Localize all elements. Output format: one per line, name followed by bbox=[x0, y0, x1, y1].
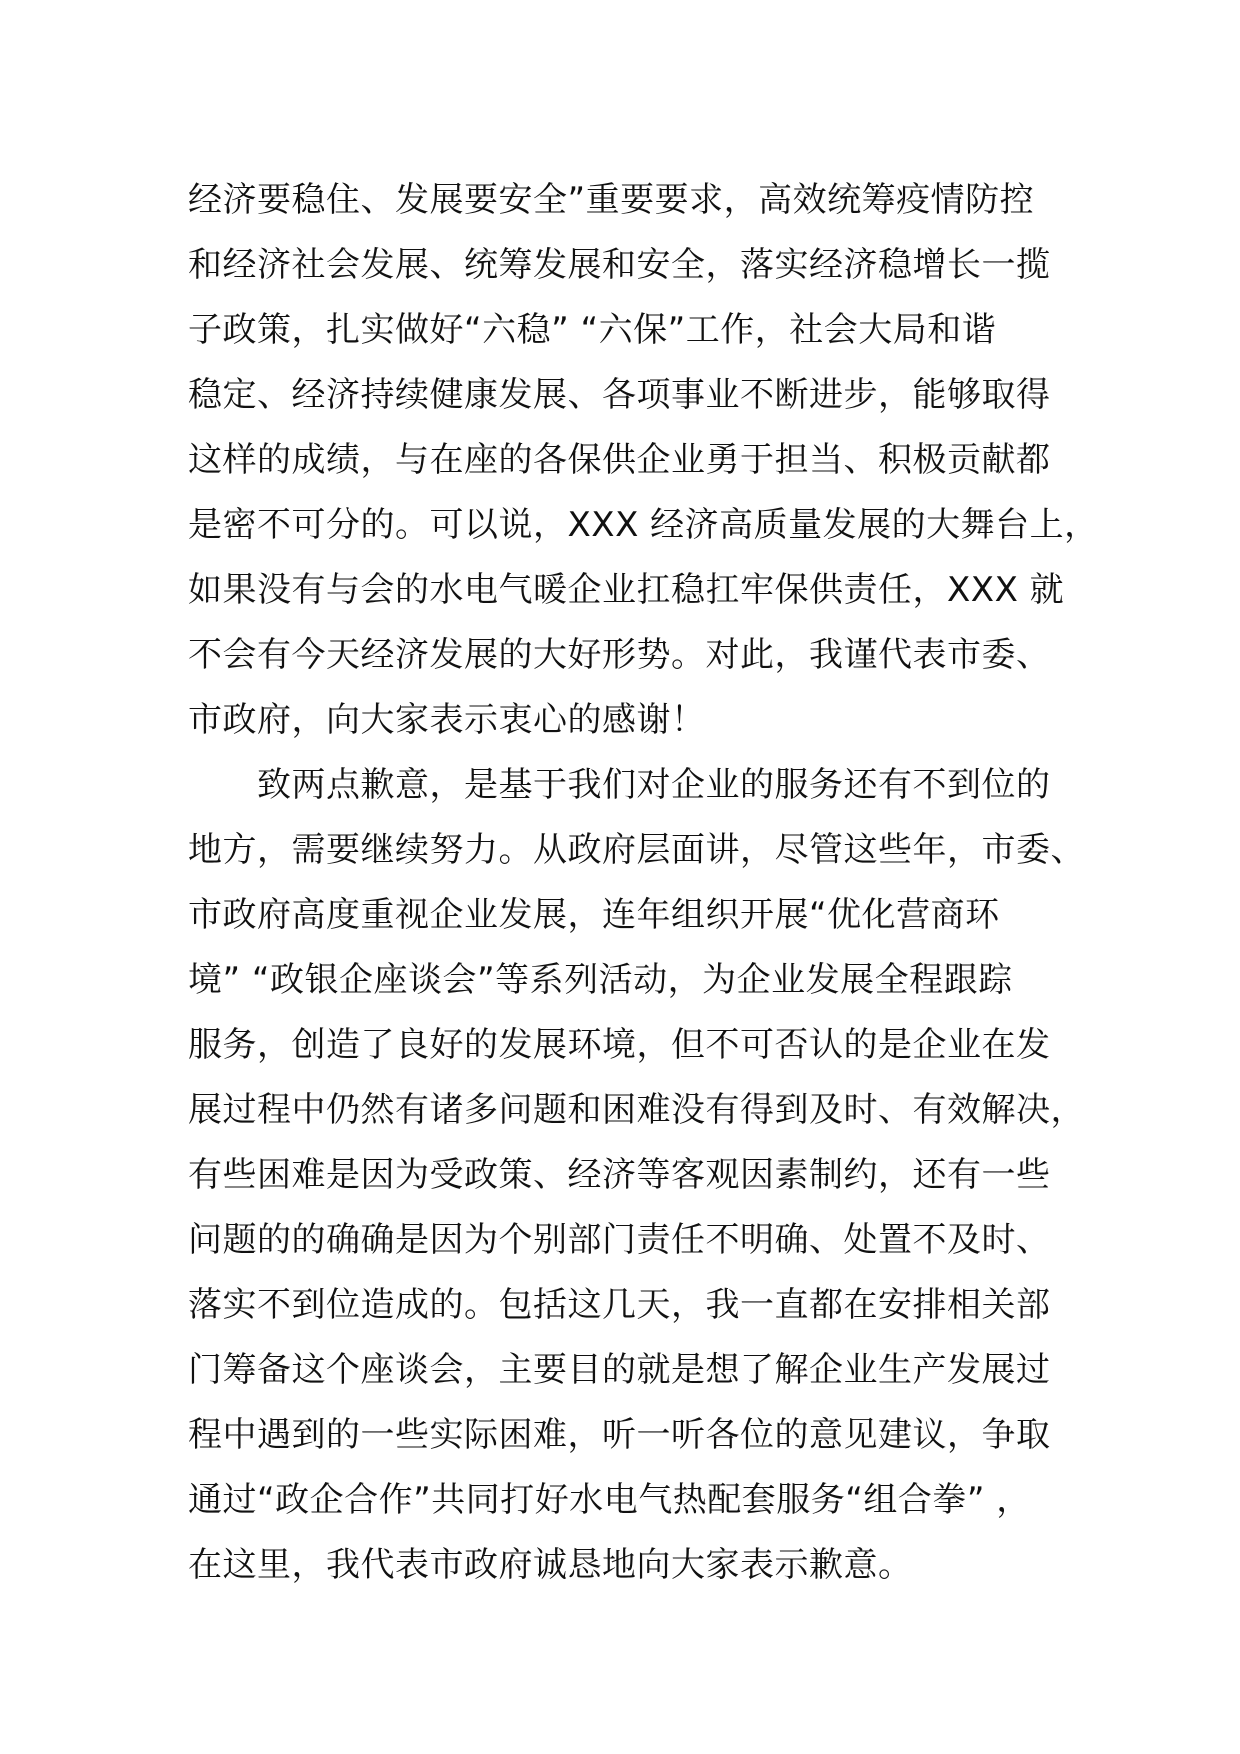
text-line: 不会有今天经济发展的大好形势。对此，我谨代表市委、 bbox=[188, 635, 1051, 675]
text-line: 致两点歉意，是基于我们对企业的服务还有不到位的 bbox=[188, 765, 1051, 805]
text-line: 通过“政企合作”共同打好水电气热配套服务“组合拳” ， bbox=[188, 1480, 1031, 1520]
text-line: 有些困难是因为受政策、经济等客观因素制约，还有一些 bbox=[188, 1155, 1051, 1195]
text-line: 和经济社会发展、统筹发展和安全，落实经济稳增长一揽 bbox=[188, 245, 1051, 285]
text-line: 稳定、经济持续健康发展、各项事业不断进步，能够取得 bbox=[188, 375, 1051, 415]
text-line: 境” “政银企座谈会”等系列活动，为企业发展全程跟踪 bbox=[188, 960, 1013, 1000]
text-line: 落实不到位造成的。包括这几天，我一直都在安排相关部 bbox=[188, 1285, 1051, 1325]
text-line: 是密不可分的。可以说，XXX 经济高质量发展的大舞台上， bbox=[188, 505, 1099, 545]
text-line: 经济要稳住、发展要安全”重要要求，高效统筹疫情防控 bbox=[188, 180, 1035, 220]
text-line: 市政府高度重视企业发展，连年组织开展“优化营商环 bbox=[188, 895, 1000, 935]
text-line: 展过程中仍然有诸多问题和困难没有得到及时、有效解决， bbox=[188, 1090, 1085, 1130]
text-line: 地方，需要继续努力。从政府层面讲，尽管这些年，市委、 bbox=[188, 830, 1085, 870]
text-line: 门筹备这个座谈会，主要目的就是想了解企业生产发展过 bbox=[188, 1350, 1051, 1390]
text-line: 程中遇到的一些实际困难，听一听各位的意见建议，争取 bbox=[188, 1415, 1051, 1455]
text-line: 服务，创造了良好的发展环境，但不可否认的是企业在发 bbox=[188, 1025, 1051, 1065]
text-line: 市政府，向大家表示衷心的感谢！ bbox=[188, 700, 706, 740]
text-line: 这样的成绩，与在座的各保供企业勇于担当、积极贡献都 bbox=[188, 440, 1051, 480]
text-line: 问题的的确确是因为个别部门责任不明确、处置不及时、 bbox=[188, 1220, 1051, 1260]
text-line: 如果没有与会的水电气暖企业扛稳扛牢保供责任，XXX 就 bbox=[188, 570, 1065, 610]
text-line: 在这里，我代表市政府诚恳地向大家表示歉意。 bbox=[188, 1545, 913, 1585]
text-line: 子政策，扎实做好“六稳” “六保”工作，社会大局和谐 bbox=[188, 310, 997, 350]
body-text bbox=[188, 168, 1099, 1598]
